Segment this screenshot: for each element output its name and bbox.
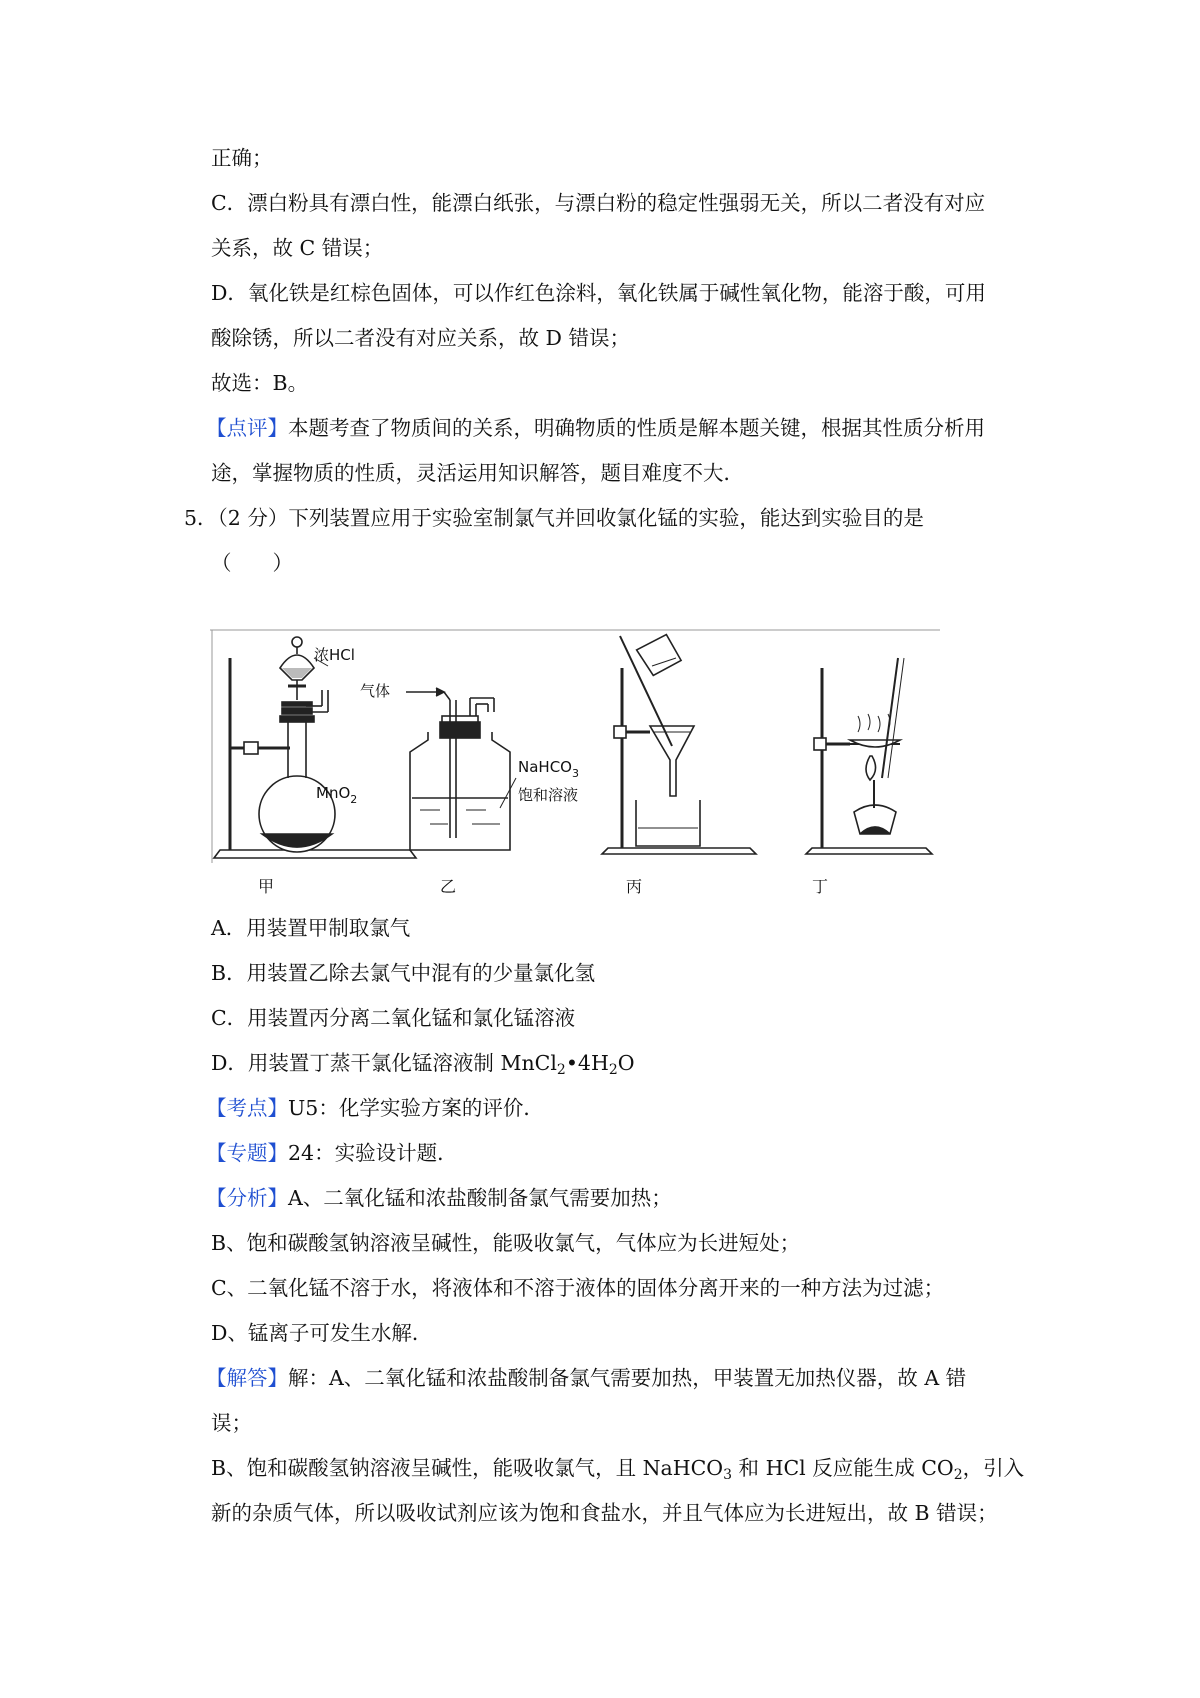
fenxi-line: 【分析】A、二氧化锰和浓盐酸制备氯气需要加热； <box>206 1186 672 1210</box>
text-line: B、饱和碳酸氢钠溶液呈碱性，能吸收氯气，气体应为长进短处； <box>211 1231 801 1255</box>
text-line: D、锰离子可发生水解． <box>211 1321 433 1345</box>
apparatus-ding <box>806 658 932 854</box>
text-line: 新的杂质气体，所以吸收试剂应该为饱和食盐水，并且气体应为长进短出，故 B 错误； <box>211 1501 998 1525</box>
apparatus-jia <box>214 637 416 858</box>
tag-open: 【 <box>206 416 227 440</box>
apparatus-bing <box>602 633 756 854</box>
text-line: 故选：B。 <box>211 371 309 395</box>
option-a: A．用装置甲制取氯气 <box>211 916 411 940</box>
label-hcl: 浓HCl <box>314 646 355 664</box>
caption-bing: 丙 <box>626 877 643 896</box>
label-solution: 饱和溶液 <box>518 786 579 804</box>
tag-dianping: 点评 <box>226 416 268 440</box>
option-d: D．用装置丁蒸干氯化锰溶液制 $MnCl_2•4H_2O$ <box>211 1051 635 1078</box>
question-5: 5．（2 分）下列装置应用于实验室制氯气并回收氯化锰的实验，能达到实验目的是 <box>184 506 924 530</box>
text-line: 正确； <box>211 146 273 170</box>
text-line: C、二氧化锰不溶于水，将液体和不溶于液体的固体分离开来的一种方法为过滤； <box>211 1276 945 1300</box>
text-line: C．漂白粉具有漂白性，能漂白纸张，与漂白粉的稳定性强弱无关，所以二者没有对应 <box>211 191 986 215</box>
text-line: 关系，故 C 错误； <box>211 236 384 260</box>
text-line: B、饱和碳酸氢钠溶液呈碱性，能吸收氯气，且 NaHCO$_3$ 和 HCl 反应能生成 $CO_2$，引入 <box>211 1456 1025 1483</box>
question-paren: （ ） <box>211 551 293 575</box>
option-b: B．用装置乙除去氯气中混有的少量氯化氢 <box>211 961 596 985</box>
tag-zhuanti: 专题 <box>226 1141 268 1165</box>
option-c: C．用装置丙分离二氧化锰和氯化锰溶液 <box>211 1006 576 1030</box>
text-line: D．氧化铁是红棕色固体，可以作红色涂料，氧化铁属于碱性氧化物，能溶于酸，可用 <box>211 281 986 305</box>
caption-jia: 甲 <box>258 877 275 896</box>
caption-yi: 乙 <box>440 877 457 896</box>
tag-fenxi: 分析 <box>226 1186 268 1210</box>
text-line: 途，掌握物质的性质，灵活运用知识解答，题目难度不大． <box>211 461 744 485</box>
comment-line <box>206 413 985 443</box>
tag-jieda: 解答 <box>226 1366 268 1390</box>
apparatus-yi <box>406 688 516 850</box>
comment-text: 本题考查了物质间的关系，明确物质的性质是解本题关键，根据其性质分析用 <box>288 416 985 440</box>
label-mno2: MnO$_2$ <box>316 784 358 806</box>
text-line: 误； <box>211 1411 252 1435</box>
jieda-line: 【解答】解：A、二氧化锰和浓盐酸制备氯气需要加热，甲装置无加热仪器，故 A 错 <box>206 1366 967 1390</box>
text-line: 酸除锈，所以二者没有对应关系，故 D 错误； <box>211 326 630 350</box>
zhuanti-line: 【专题】24：实验设计题． <box>206 1141 458 1165</box>
apparatus-figure <box>210 628 940 900</box>
label-gas: 气体 <box>360 682 391 700</box>
tag-kaodian: 考点 <box>226 1096 268 1120</box>
tag-close: 】 <box>267 416 288 440</box>
label-nahco3: NaHCO$_3$ <box>518 758 579 780</box>
kaodian-line: 【考点】U5：化学实验方案的评价． <box>206 1096 544 1120</box>
caption-ding: 丁 <box>812 877 829 896</box>
